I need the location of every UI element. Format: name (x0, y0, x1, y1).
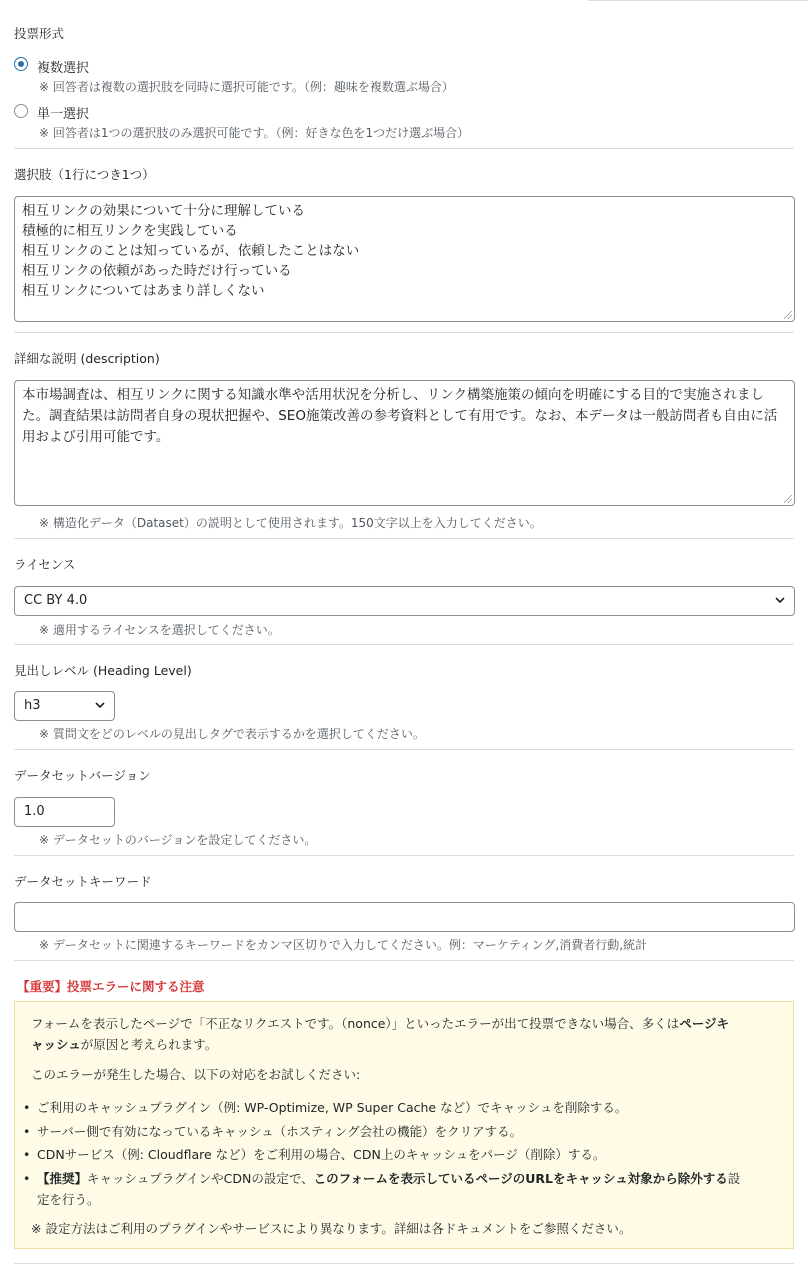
warning-paragraph-1: フォームを表示したページで「不正なリクエストです。（nonce）」といったエラーが出て投票できない場合、多くはページキ ャッシュが原因と考えられます。 (31, 1016, 729, 1052)
resize-handle-icon[interactable] (784, 495, 792, 503)
divider (14, 332, 794, 333)
divider (14, 644, 794, 645)
divider (14, 148, 794, 149)
divider (14, 538, 794, 539)
dataset-keywords-input[interactable] (14, 902, 795, 932)
radio-multiple[interactable] (14, 57, 28, 71)
warning-footer: ※ 設定方法はご利用のプラグインやサービスにより異なります。詳細は各ドキュメントをご参照ください。 (31, 1221, 632, 1236)
dataset-version-note: ※ データセットのバージョンを設定してください。 (39, 833, 317, 847)
dataset-version-input[interactable] (14, 797, 115, 827)
license-select-value: CC BY 4.0 (24, 593, 88, 608)
license-select[interactable] (14, 586, 795, 616)
choices-textarea[interactable] (14, 196, 795, 322)
list-item: • 【推奨】キャッシュプラグインやCDNの設定で、このフォームを表示しているページのURLをキャッシュ対象から除外する設 定を行う。 (23, 1171, 741, 1207)
dataset-version-value: 1.0 (24, 804, 45, 819)
divider (14, 749, 794, 750)
description-text: 本市場調査は、相互リンクに関する知識水準や活用状況を分析し、リンク構築施策の傾向を明確にする目的で実施されました。調査結果は訪問者自身の現状把握や、SEO施策改善の参考資料として有用です。なお、本データは一般訪問者も自由に活用および引用可能です。 (22, 387, 778, 445)
warning-heading: 【重要】投票エラーに関する注意 (17, 979, 205, 994)
license-title: ライセンス (14, 557, 76, 572)
description-title: 詳細な説明 (description) (14, 351, 160, 366)
resize-handle-icon[interactable] (784, 311, 792, 319)
radio-single[interactable] (14, 104, 28, 118)
chevron-down-icon (94, 699, 106, 714)
divider (14, 960, 794, 961)
top-border (588, 0, 808, 1)
radio-single-note: ※ 回答者は1つの選択肢のみ選択可能です。（例：好きな色を1つだけ選ぶ場合） (39, 126, 470, 140)
divider (14, 855, 794, 856)
license-note: ※ 適用するライセンスを選択してください。 (39, 623, 280, 637)
choices-text: 相互リンクの効果について十分に理解している 積極的に相互リンクを実践している 相互リンクのことは知っているが、依頼したことはない 相互リンクの依頼があった時だけ行っている 相互リンクについてはあまり詳しくない (22, 203, 360, 299)
radio-multiple-note: ※ 回答者は複数の選択肢を同時に選択可能です。（例：趣味を複数選ぶ場合） (39, 80, 454, 94)
radio-multiple-label[interactable]: 複数選択 (37, 61, 90, 76)
list-item: • ご利用のキャッシュプラグイン（例: WP-Optimize, WP Super Cache など）でキャッシュを削除する。 (23, 1100, 628, 1115)
warning-box (14, 1001, 794, 1249)
dataset-version-title: データセットバージョン (14, 768, 151, 783)
heading-level-note: ※ 質問文をどのレベルの見出しタグで表示するかを選択してください。 (39, 727, 425, 741)
warning-paragraph-2: このエラーが発生した場合、以下の対応をお試しください: (31, 1067, 361, 1082)
divider (14, 1263, 794, 1264)
choices-title: 選択肢（1行につき1つ） (14, 167, 155, 182)
radio-single-label[interactable]: 単一選択 (37, 107, 90, 122)
description-note: ※ 構造化データ（Dataset）の説明として使用されます。150文字以上を入力してください。 (39, 516, 542, 530)
list-item: • CDNサービス（例: Cloudflare など）をご利用の場合、CDN上のキャッシュをパージ（削除）する。 (23, 1147, 606, 1162)
heading-level-title: 見出しレベル (Heading Level) (14, 663, 192, 678)
heading-level-select-value: h3 (24, 698, 41, 713)
vote-format-title: 投票形式 (14, 26, 65, 41)
list-item: • サーバー側で有効になっているキャッシュ（ホスティング会社の機能）をクリアする。 (23, 1124, 523, 1139)
heading-level-select[interactable] (14, 691, 115, 721)
dataset-keywords-note: ※ データセットに関連するキーワードをカンマ区切りで入力してください。例：マーケティング,消費者行動,統計 (39, 938, 648, 952)
chevron-down-icon (774, 594, 786, 609)
dataset-keywords-title: データセットキーワード (14, 874, 152, 889)
description-textarea[interactable] (14, 380, 795, 506)
